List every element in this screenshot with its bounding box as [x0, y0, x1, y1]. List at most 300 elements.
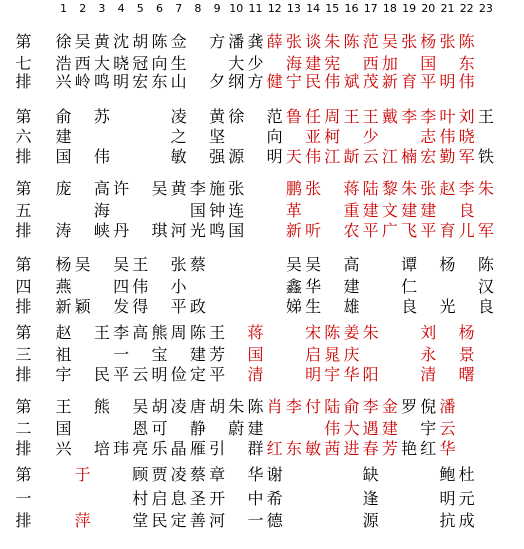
seat-name-char: 晓 — [458, 127, 475, 146]
column-number: 22 — [459, 2, 474, 15]
seat-name-char: 杨 — [55, 255, 72, 274]
seat-name-char: 强 — [209, 147, 226, 166]
seat-name-char: 熊 — [151, 323, 168, 342]
seat-name-char: 张 — [170, 255, 187, 274]
seat-name-char: 高 — [132, 323, 149, 342]
seat-name-char: 育 — [401, 72, 418, 91]
seat-name-char: 华 — [305, 277, 322, 296]
seat-name-char: 圣 — [189, 489, 206, 508]
seat-name-char: 吴 — [381, 32, 398, 51]
seat-name-char: 徐 — [228, 107, 245, 126]
column-number: 9 — [213, 2, 221, 15]
seat-name-char: 建 — [305, 54, 322, 73]
seat-name-char: 育 — [439, 221, 456, 240]
seat-name-char: 国 — [247, 345, 264, 364]
seat-name-char: 俞 — [343, 397, 360, 416]
seat-name-char: 陈 — [458, 32, 475, 51]
seat-name-char: 龚 — [247, 32, 264, 51]
seat-name-char: 成 — [458, 511, 475, 530]
seat-name-char: 建 — [362, 201, 379, 220]
seat-name-char: 丹 — [113, 221, 130, 240]
seat-name-char: 河 — [170, 221, 187, 240]
seat-name-char: 培 — [93, 439, 110, 458]
seat-name-char: 庆 — [343, 345, 360, 364]
seat-name-char: 源 — [228, 147, 245, 166]
seat-name-char: 陆 — [362, 179, 379, 198]
seat-name-char: 谈 — [305, 32, 322, 51]
seat-name-char: 平 — [113, 365, 130, 384]
seat-name-char: 浩 — [55, 54, 72, 73]
seat-name-char: 国 — [420, 54, 437, 73]
seat-name-char: 一 — [113, 345, 130, 364]
seat-name-char: 平 — [420, 72, 437, 91]
seat-name-char: 张 — [305, 179, 322, 198]
seat-name-char: 吴 — [113, 255, 130, 274]
seat-name-char: 平 — [420, 221, 437, 240]
seat-name-char: 佥 — [170, 32, 187, 51]
seat-name-char: 国 — [228, 221, 245, 240]
seat-name-char: 蒋 — [247, 323, 264, 342]
column-number: 5 — [136, 2, 144, 15]
seat-name-char: 国 — [55, 419, 72, 438]
seat-name-char: 永 — [420, 345, 437, 364]
seat-name-char: 建 — [381, 419, 398, 438]
seat-name-char: 陈 — [477, 255, 494, 274]
seat-name-char: 加 — [381, 54, 398, 73]
seat-name-char: 朱 — [362, 323, 379, 342]
seat-name-char: 建 — [401, 201, 418, 220]
seat-name-char: 四 — [113, 277, 130, 296]
seat-name-char: 仁 — [401, 277, 418, 296]
seat-name-char: 李 — [420, 107, 437, 126]
seat-name-char: 听 — [305, 221, 322, 240]
seat-name-char: 萍 — [74, 511, 91, 530]
seat-name-char: 新 — [381, 72, 398, 91]
seat-name-char: 庞 — [55, 179, 72, 198]
seat-name-char: 连 — [228, 201, 245, 220]
column-number: 13 — [286, 2, 301, 15]
seat-name-char: 张 — [228, 179, 245, 198]
column-number: 11 — [248, 2, 263, 15]
seat-name-char: 苏 — [93, 107, 110, 126]
column-number: 17 — [363, 2, 378, 15]
seat-name-char: 伟 — [439, 127, 456, 146]
seat-name-char: 群 — [247, 439, 264, 458]
row-label: 第 — [15, 32, 32, 51]
seat-name-char: 东 — [458, 54, 475, 73]
seat-name-char: 良 — [458, 201, 475, 220]
seat-name-char: 一 — [247, 511, 264, 530]
seat-name-char: 定 — [189, 365, 206, 384]
seat-name-char: 可 — [151, 419, 168, 438]
seat-name-char: 进 — [343, 439, 360, 458]
seat-name-char: 刘 — [458, 107, 475, 126]
seat-name-char: 茜 — [324, 439, 341, 458]
seat-name-char: 冠 — [132, 54, 149, 73]
seat-name-char: 黄 — [209, 107, 226, 126]
seat-name-char: 吴 — [285, 255, 302, 274]
seat-name-char: 宏 — [420, 147, 437, 166]
seat-name-char: 宏 — [132, 72, 149, 91]
seat-name-char: 王 — [362, 107, 379, 126]
seat-name-char: 景 — [458, 345, 475, 364]
seat-name-char: 方 — [209, 32, 226, 51]
seat-name-char: 明 — [151, 365, 168, 384]
seat-name-char: 光 — [439, 297, 456, 316]
seat-name-char: 章 — [209, 465, 226, 484]
seat-name-char: 张 — [401, 32, 418, 51]
seat-name-char: 云 — [439, 419, 456, 438]
seat-name-char: 王 — [93, 323, 110, 342]
seat-name-char: 范 — [362, 32, 379, 51]
seat-name-char: 陈 — [343, 32, 360, 51]
seat-name-char: 小 — [170, 277, 187, 296]
seat-name-char: 任 — [305, 107, 322, 126]
seat-name-char: 伟 — [458, 72, 475, 91]
seat-name-char: 伟 — [93, 147, 110, 166]
seat-name-char: 军 — [477, 221, 494, 240]
seat-name-char: 金 — [381, 397, 398, 416]
row-label: 第 — [15, 107, 32, 126]
seat-name-char: 东 — [285, 439, 302, 458]
seat-name-char: 建 — [343, 277, 360, 296]
seat-name-char: 杜 — [458, 465, 475, 484]
seat-name-char: 范 — [266, 107, 283, 126]
seat-name-char: 晓 — [113, 54, 130, 73]
seat-name-char: 政 — [189, 297, 206, 316]
seat-name-char: 潘 — [439, 397, 456, 416]
column-number: 12 — [267, 2, 282, 15]
seat-name-char: 村 — [132, 489, 149, 508]
seat-name-char: 雄 — [343, 297, 360, 316]
seat-name-char: 贾 — [151, 465, 168, 484]
column-number: 7 — [175, 2, 183, 15]
seat-name-char: 谭 — [401, 255, 418, 274]
column-number: 1 — [60, 2, 67, 15]
seat-name-char: 谢 — [266, 465, 283, 484]
column-number: 20 — [421, 2, 436, 15]
seat-name-char: 蒋 — [343, 179, 360, 198]
seat-name-char: 纲 — [228, 72, 245, 91]
seat-name-char: 杨 — [420, 32, 437, 51]
seat-name-char: 春 — [362, 439, 379, 458]
seat-name-char: 重 — [343, 201, 360, 220]
seat-name-char: 斌 — [343, 72, 360, 91]
seat-name-char: 鸣 — [209, 221, 226, 240]
seat-name-char: 吴 — [132, 397, 149, 416]
seat-name-char: 吴 — [151, 179, 168, 198]
seat-name-char: 伟 — [305, 147, 322, 166]
seat-name-char: 铁 — [477, 147, 494, 166]
seat-name-char: 钟 — [209, 201, 226, 220]
seat-name-char: 叶 — [439, 107, 456, 126]
seat-name-char: 赵 — [55, 323, 72, 342]
seat-name-char: 罗 — [401, 397, 418, 416]
row-label: 七 — [15, 54, 32, 73]
seat-name-char: 高 — [343, 255, 360, 274]
column-number: 8 — [194, 2, 202, 15]
seat-name-char: 革 — [285, 201, 302, 220]
seat-name-char: 元 — [458, 489, 475, 508]
seat-name-char: 红 — [266, 439, 283, 458]
seat-name-char: 启 — [305, 345, 322, 364]
row-label: 第 — [15, 323, 32, 342]
seat-name-char: 新 — [55, 297, 72, 316]
seat-name-char: 遇 — [362, 419, 379, 438]
seat-name-char: 宁 — [285, 72, 302, 91]
seat-name-char: 张 — [439, 32, 456, 51]
seat-name-char: 光 — [189, 221, 206, 240]
seat-name-char: 东 — [151, 72, 168, 91]
seat-name-char: 李 — [458, 179, 475, 198]
seat-name-char: 大 — [343, 419, 360, 438]
seat-name-char: 倪 — [420, 397, 437, 416]
seat-name-char: 天 — [285, 147, 302, 166]
seat-name-char: 缺 — [362, 465, 379, 484]
seat-name-char: 晶 — [170, 439, 187, 458]
seat-name-char: 向 — [151, 54, 168, 73]
seat-name-char: 定 — [170, 511, 187, 530]
seat-name-char: 俞 — [55, 107, 72, 126]
row-label: 四 — [15, 277, 32, 296]
seat-name-char: 平 — [170, 297, 187, 316]
seat-name-char: 兴 — [55, 72, 72, 91]
seat-name-char: 向 — [266, 127, 283, 146]
seat-name-char: 国 — [55, 147, 72, 166]
seat-name-char: 清 — [247, 365, 264, 384]
seat-name-char: 健 — [266, 72, 283, 91]
seat-name-char: 楠 — [401, 147, 418, 166]
seat-name-char: 儿 — [458, 221, 475, 240]
seat-name-char: 坚 — [209, 127, 226, 146]
seat-name-char: 勤 — [439, 147, 456, 166]
seat-name-char: 凌 — [170, 107, 187, 126]
seat-name-char: 民 — [305, 72, 322, 91]
seat-name-char: 张 — [420, 179, 437, 198]
seat-name-char: 凌 — [170, 465, 187, 484]
seat-name-char: 陈 — [324, 323, 341, 342]
seat-name-char: 朱 — [324, 32, 341, 51]
seat-name-char: 王 — [55, 397, 72, 416]
seat-name-char: 胡 — [209, 397, 226, 416]
seat-name-char: 明 — [305, 365, 322, 384]
column-number: 3 — [98, 2, 106, 15]
seat-name-char: 伟 — [324, 419, 341, 438]
row-label: 排 — [15, 221, 32, 240]
seat-name-char: 清 — [420, 365, 437, 384]
row-label: 二 — [15, 419, 32, 438]
seat-name-char: 杨 — [458, 323, 475, 342]
seat-name-char: 军 — [458, 147, 475, 166]
seat-name-char: 良 — [477, 297, 494, 316]
seat-name-char: 国 — [189, 201, 206, 220]
seat-name-char: 蔡 — [189, 255, 206, 274]
seat-name-char: 吴 — [305, 255, 322, 274]
seat-name-char: 明 — [439, 489, 456, 508]
seat-name-char: 吴 — [74, 32, 91, 51]
seat-name-char: 付 — [305, 397, 322, 416]
seat-name-char: 文 — [381, 201, 398, 220]
seat-name-char: 熊 — [93, 397, 110, 416]
seat-name-char: 西 — [362, 54, 379, 73]
seat-name-char: 云 — [362, 147, 379, 166]
seat-name-char: 于 — [74, 465, 91, 484]
seat-name-char: 龂 — [343, 147, 360, 166]
seat-name-char: 燕 — [55, 277, 72, 296]
seat-name-char: 肖 — [266, 397, 283, 416]
seat-name-char: 艳 — [401, 439, 418, 458]
row-label: 排 — [15, 439, 32, 458]
seat-name-char: 施 — [209, 179, 226, 198]
seat-name-char: 宇 — [324, 365, 341, 384]
seat-name-char: 少 — [362, 127, 379, 146]
seat-name-char: 赵 — [439, 179, 456, 198]
seat-name-char: 鸣 — [93, 72, 110, 91]
seat-name-char: 逢 — [362, 489, 379, 508]
seat-name-char: 芳 — [209, 345, 226, 364]
seat-name-char: 华 — [343, 365, 360, 384]
seat-name-char: 山 — [170, 72, 187, 91]
seat-name-char: 姜 — [343, 323, 360, 342]
seat-name-char: 河 — [209, 511, 226, 530]
column-number: 6 — [156, 2, 163, 15]
seat-name-char: 鹏 — [285, 179, 302, 198]
row-label: 排 — [15, 365, 32, 384]
seat-name-char: 亚 — [305, 127, 322, 146]
seat-name-char: 恩 — [132, 419, 149, 438]
seat-name-char: 李 — [189, 179, 206, 198]
row-label: 六 — [15, 127, 32, 146]
seat-name-char: 朱 — [228, 397, 245, 416]
seat-name-char: 胡 — [151, 397, 168, 416]
seat-name-char: 民 — [93, 365, 110, 384]
seat-name-char: 陈 — [189, 323, 206, 342]
seat-name-char: 涛 — [55, 221, 72, 240]
row-label: 排 — [15, 72, 32, 91]
seat-name-char: 平 — [362, 221, 379, 240]
column-number: 15 — [325, 2, 340, 15]
seat-name-char: 方 — [247, 72, 264, 91]
column-number: 16 — [344, 2, 359, 15]
seat-name-char: 善 — [189, 511, 206, 530]
seat-name-char: 鲍 — [439, 465, 456, 484]
seat-name-char: 玮 — [113, 439, 130, 458]
seat-name-char: 王 — [477, 107, 494, 126]
seat-name-char: 宋 — [305, 323, 322, 342]
seat-name-char: 黄 — [93, 32, 110, 51]
seat-name-char: 王 — [132, 255, 149, 274]
row-label: 一 — [15, 489, 32, 508]
seat-name-char: 周 — [170, 323, 187, 342]
seat-name-char: 娣 — [285, 297, 302, 316]
seat-name-char: 启 — [151, 489, 168, 508]
seat-name-char: 生 — [305, 297, 322, 316]
seat-name-char: 戴 — [381, 107, 398, 126]
seat-name-char: 周 — [324, 107, 341, 126]
seat-name-char: 抗 — [439, 511, 456, 530]
seat-name-char: 潘 — [228, 32, 245, 51]
row-label: 排 — [15, 511, 32, 530]
seat-name-char: 曙 — [458, 365, 475, 384]
seat-name-char: 柯 — [324, 127, 341, 146]
seat-name-char: 乐 — [151, 439, 168, 458]
seat-name-char: 高 — [93, 179, 110, 198]
seat-name-char: 琪 — [151, 221, 168, 240]
seat-name-char: 中 — [247, 489, 264, 508]
seat-name-char: 胡 — [132, 32, 149, 51]
seat-name-char: 志 — [420, 127, 437, 146]
column-number: 14 — [306, 2, 321, 15]
seat-name-char: 伟 — [132, 277, 149, 296]
seat-name-char: 汉 — [477, 277, 494, 296]
seat-name-char: 杨 — [439, 255, 456, 274]
seat-name-char: 沈 — [113, 32, 130, 51]
seat-name-char: 海 — [285, 54, 302, 73]
seat-name-char: 伟 — [324, 72, 341, 91]
row-label: 排 — [15, 297, 32, 316]
seat-name-char: 岭 — [74, 72, 91, 91]
row-label: 第 — [15, 465, 32, 484]
seat-name-char: 李 — [362, 397, 379, 416]
seat-name-char: 蔡 — [189, 465, 206, 484]
seat-name-char: 张 — [285, 32, 302, 51]
seat-name-char: 静 — [189, 419, 206, 438]
row-label: 第 — [15, 255, 32, 274]
column-number: 21 — [440, 2, 455, 15]
seat-name-char: 云 — [132, 365, 149, 384]
seat-name-char: 宝 — [151, 345, 168, 364]
seat-name-char: 阳 — [362, 365, 379, 384]
seat-name-char: 夕 — [209, 72, 226, 91]
seat-name-char: 发 — [113, 297, 130, 316]
seat-name-char: 平 — [209, 365, 226, 384]
seat-name-char: 凌 — [170, 397, 187, 416]
seat-name-char: 明 — [266, 147, 283, 166]
seat-name-char: 建 — [189, 345, 206, 364]
seat-name-char: 明 — [113, 72, 130, 91]
seat-name-char: 红 — [420, 439, 437, 458]
seat-name-char: 德 — [266, 511, 283, 530]
seat-name-char: 雁 — [189, 439, 206, 458]
column-number: 2 — [79, 2, 87, 15]
seat-name-char: 许 — [113, 179, 130, 198]
seat-name-char: 宇 — [420, 419, 437, 438]
seat-name-char: 陈 — [151, 32, 168, 51]
seat-name-char: 顾 — [132, 465, 149, 484]
column-number: 4 — [117, 2, 125, 15]
seat-name-char: 明 — [439, 72, 456, 91]
seat-name-char: 薛 — [266, 32, 283, 51]
seat-name-char: 之 — [170, 127, 187, 146]
seat-name-char: 建 — [420, 201, 437, 220]
seat-name-char: 农 — [343, 221, 360, 240]
seat-name-char: 源 — [362, 511, 379, 530]
row-label: 排 — [15, 147, 32, 166]
seat-name-char: 大 — [228, 54, 245, 73]
seat-name-char: 鑫 — [285, 277, 302, 296]
seat-name-char: 俭 — [170, 365, 187, 384]
seat-name-char: 引 — [209, 439, 226, 458]
seat-name-char: 颖 — [74, 297, 91, 316]
seat-name-char: 华 — [439, 439, 456, 458]
seat-name-char: 兴 — [55, 439, 72, 458]
column-number: 10 — [229, 2, 244, 15]
seat-name-char: 李 — [401, 107, 418, 126]
seat-name-char: 晁 — [324, 345, 341, 364]
seat-name-char: 开 — [209, 489, 226, 508]
seat-name-char: 宇 — [55, 365, 72, 384]
seat-name-char: 生 — [170, 54, 187, 73]
